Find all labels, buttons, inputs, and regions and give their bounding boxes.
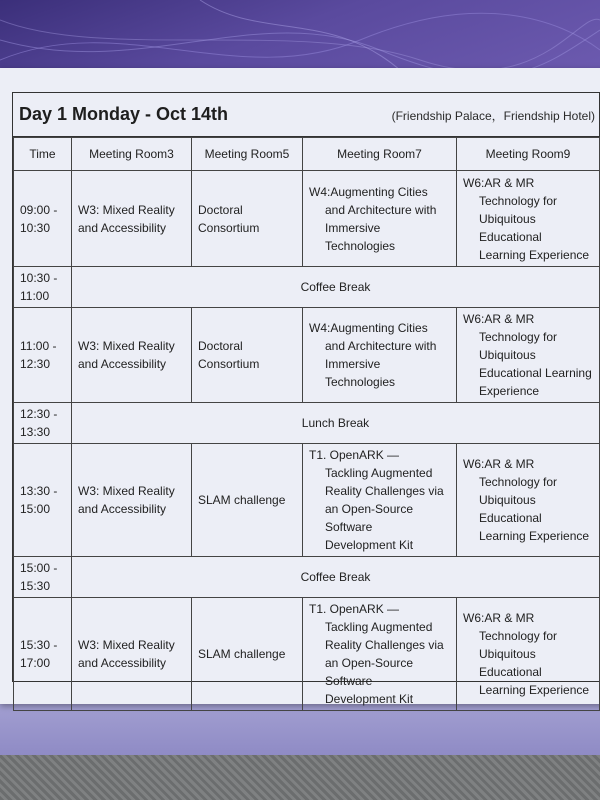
break-cell: Coffee Break — [72, 267, 600, 308]
pavement — [0, 755, 600, 800]
table-row — [14, 557, 600, 598]
break-cell: Lunch Break — [72, 403, 600, 444]
room7-session: W4:Augmenting Cities and Architecture with Immersive Technologies — [303, 308, 457, 403]
room3-session: W3: Mixed Reality and Accessibility — [72, 598, 192, 711]
time-cell: 12:30 - 13:30 — [14, 403, 72, 444]
room3-session: W3: Mixed Reality and Accessibility — [72, 444, 192, 557]
time-cell: 09:00 - 10:30 — [14, 171, 72, 267]
room9-session: W6:AR & MR Technology for Ubiquitous Educational Learning Experience — [457, 308, 600, 403]
table-row — [14, 444, 600, 557]
room3-session: W3: Mixed Reality and Accessibility — [72, 308, 192, 403]
table-row — [14, 267, 600, 308]
room7-session: W4:Augmenting Cities and Architecture with Immersive Technologies — [303, 171, 457, 267]
column-header: Meeting Room5 — [192, 138, 303, 171]
time-cell: 15:00 - 15:30 — [14, 557, 72, 598]
column-header: Meeting Room3 — [72, 138, 192, 171]
schedule-table — [13, 137, 600, 711]
table-row — [14, 171, 600, 267]
break-cell: Coffee Break — [72, 557, 600, 598]
room9-session: W6:AR & MR Technology for Ubiquitous Educational Learning Experience — [457, 171, 600, 267]
time-cell: 15:30 - 17:00 — [14, 598, 72, 711]
room5-session: Doctoral Consortium — [192, 308, 303, 403]
column-header: Time — [14, 138, 72, 171]
column-header: Meeting Room7 — [303, 138, 457, 171]
room9-session: W6:AR & MR Technology for Ubiquitous Educational Learning Experience — [457, 598, 600, 711]
schedule-table-frame — [12, 92, 600, 706]
room3-session: W3: Mixed Reality and Accessibility — [72, 171, 192, 267]
title-row — [13, 93, 599, 137]
room5-session: SLAM challenge — [192, 444, 303, 557]
time-cell: 10:30 - 11:00 — [14, 267, 72, 308]
room9-session: W6:AR & MR Technology for Ubiquitous Educational Learning Experience — [457, 444, 600, 557]
room5-session: Doctoral Consortium — [192, 171, 303, 267]
table-row — [14, 403, 600, 444]
room7-session: T1. OpenARK — Tackling Augmented Reality Challenges via an Open-Source Software Development Kit — [303, 598, 457, 711]
header-row — [14, 138, 600, 171]
time-cell: 13:30 - 15:00 — [14, 444, 72, 557]
room5-session: SLAM challenge — [192, 598, 303, 711]
column-header: Meeting Room9 — [457, 138, 600, 171]
table-row — [14, 308, 600, 403]
room7-session: T1. OpenARK — Tackling Augmented Reality Challenges via an Open-Source Software Development Kit — [303, 444, 457, 557]
venue-label: (Friendship Palace，Friendship Hotel) — [391, 109, 595, 123]
table-row — [14, 598, 600, 711]
page-title: Day 1 Monday - Oct 14th — [19, 104, 229, 124]
time-cell: 11:00 - 12:30 — [14, 308, 72, 403]
